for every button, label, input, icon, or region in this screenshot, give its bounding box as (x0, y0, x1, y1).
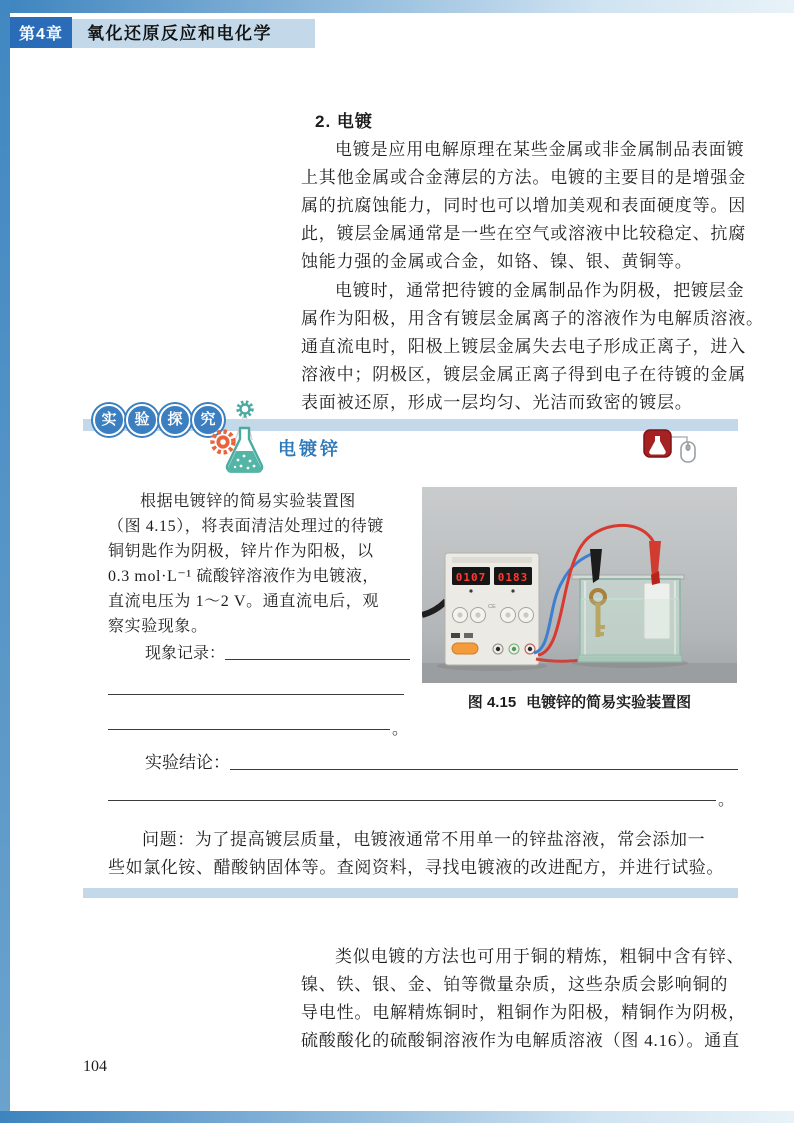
answer-blank-line (108, 694, 404, 695)
text-line: 属的抗腐蚀能力，同时也可以增加美观和表面硬度等。因 (301, 196, 746, 215)
chapter-badge (10, 17, 72, 48)
mouse-icon (681, 442, 695, 462)
experiment-intro (108, 489, 412, 639)
answer-blank-line (230, 769, 738, 770)
question-paragraph (108, 826, 740, 882)
top-border-bar (0, 0, 794, 13)
power-supply (445, 553, 539, 665)
experiment-app-icon (644, 430, 671, 457)
badge-circle: 究 (192, 404, 224, 436)
text-line: 通直流电时，阳极上镀层金属失去电子形成正离子，进入 (301, 337, 746, 356)
paragraph-copper-refining (301, 943, 746, 1055)
paragraph-electroplating-process (301, 277, 764, 417)
badge-circle: 实 (93, 404, 125, 436)
text-line: （图 4.15），将表面清洁处理过的待镀 (108, 518, 385, 535)
text-line: 直流电压为 1～2 V。通直流电后，观 (108, 593, 379, 610)
text-line: 属作为阳极，用含有镀层金属离子的溶液作为电解质溶液。 (301, 309, 764, 328)
left-border-stripe (0, 0, 10, 1123)
observation-row (145, 641, 410, 663)
text-line: 类似电镀的方法也可用于铜的精炼，粗铜中含有锌、 (335, 947, 745, 966)
text-line: 硫酸酸化的硫酸铜溶液作为电解质溶液（图 4.16）。通直 (301, 1031, 740, 1050)
power-button (452, 643, 478, 654)
text-line: 电镀时，通常把待镀的金属制品作为阴极，把镀层金 (335, 281, 745, 300)
ammeter-display: 0107 (455, 571, 487, 584)
text-line: 导电性。电解精炼铜时，粗铜作为阳极，精铜作为阴极， (301, 1003, 746, 1022)
experiment-closing-divider (83, 888, 738, 898)
bottom-border-bar (0, 1111, 794, 1123)
badge-circle: 验 (126, 404, 158, 436)
paragraph-electroplating-intro (301, 136, 746, 276)
output-terminals (493, 644, 535, 654)
text-line: 溶液中；阴极区，镀层金属正离子得到电子在待镀的金属 (301, 365, 746, 384)
figure-label: 图 4.15 (467, 694, 517, 711)
text-line: 此，镀层金属通常是一些在空气或溶液中比较稳定、抗腐 (301, 224, 746, 243)
voltmeter-display: 0183 (497, 571, 529, 584)
blank-terminator: 。 (392, 721, 409, 738)
conclusion-row (145, 751, 738, 773)
flask-gear-icon (210, 398, 270, 480)
text-line: 电镀是应用电解原理在某些金属或非金属制品表面镀 (335, 140, 745, 159)
text-line: 些如氯化铵、醋酸钠固体等。查阅资料，寻找电镀液的改进配方，并进行试验。 (108, 858, 724, 877)
text-line: 0.3 mol·L⁻¹ 硫酸锌溶液作为电镀液， (108, 568, 380, 585)
text-line: 问题：为了提高镀层质量，电镀液通常不用单一的锌盐溶液，常会添加一 (142, 830, 706, 849)
answer-blank-line (225, 659, 410, 660)
text-line: 察实验现象。 (108, 618, 208, 635)
digital-resource-icons (643, 428, 705, 466)
figure-photo (422, 487, 737, 683)
ce-mark: CE (488, 604, 496, 610)
experiment-badge (93, 404, 225, 436)
page-number: 104 (83, 1058, 107, 1075)
blank-terminator: 。 (718, 792, 735, 809)
answer-blank-line (108, 800, 716, 801)
figure-caption (422, 691, 737, 712)
text-line: 根据电镀锌的简易实验装置图 (140, 493, 356, 510)
chapter-label: 第4章 (19, 26, 63, 43)
text-line: 表面被还原，形成一层均匀、光洁而致密的镀层。 (301, 393, 693, 412)
chapter-title: 氧化还原反应和电化学 (87, 24, 272, 43)
observation-label: 现象记录： (145, 645, 226, 662)
text-line: 铜钥匙作为阴极，锌片作为阳极，以 (108, 543, 374, 560)
conclusion-label: 实验结论： (145, 753, 230, 772)
text-line: 蚀能力强的金属或合金，如铬、镍、银、黄铜等。 (301, 252, 693, 271)
badge-circle: 探 (159, 404, 191, 436)
experiment-title: 电镀锌 (278, 439, 341, 459)
chapter-title-strip (72, 19, 315, 48)
section-heading: 2. 电镀 (315, 112, 373, 131)
text-line: 镍、铁、银、金、铂等微量杂质，这些杂质会影响铜的 (301, 975, 729, 994)
figure-caption-text: 电镀锌的简易实验装置图 (526, 694, 692, 711)
answer-blank-line (108, 729, 390, 730)
text-line: 上其他金属或合金薄层的方法。电镀的主要目的是增强金 (301, 168, 746, 187)
